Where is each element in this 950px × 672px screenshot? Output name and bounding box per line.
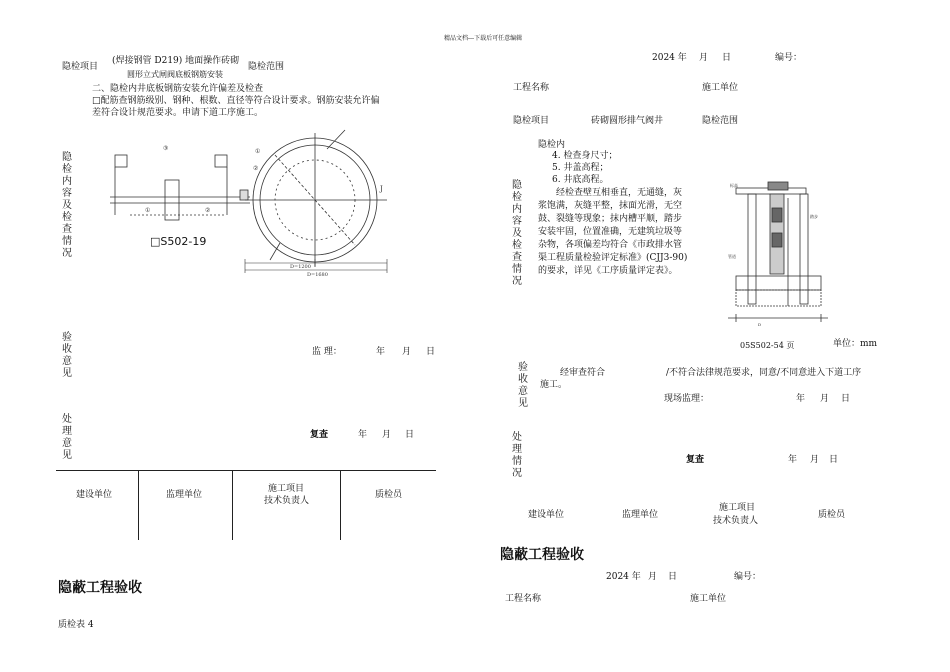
left-content-line2: □配筋查钢筋级别、钢种、根数、直径等符合设计要求。钢筋安装允许偏 — [92, 96, 380, 106]
right-construction-unit-label: 施工单位 — [702, 83, 739, 93]
left-sign-divider-2 — [232, 470, 233, 540]
left-supervisor-label: 监 理： — [312, 347, 342, 357]
right-content-paragraph: 经检查壁互相垂直，无通缝，灰浆饱满，灰缝平整，抹面光滑，无空鼓、裂缝等现象；抹内槽平顺，踏步安装牢固，位置准确，无建筑垃圾等杂物，各项偏差均符合《市政排水管渠工程质量检验评定标准》(CJJ3-90)的要求，详见《工序质量评定表》。 — [538, 188, 688, 276]
left-drawing-code: □S502-19 — [150, 235, 207, 248]
svg-text:管道: 管道 — [728, 254, 736, 259]
right-accept-text-2: /不符合法律规范要求，同意/不同意进入下道工序 — [666, 368, 862, 378]
right-sign-supervise-unit: 监理单位 — [622, 510, 659, 520]
right-recheck-label: 复查 — [686, 455, 705, 465]
right-side-accept-label: 验收意见 — [518, 362, 528, 409]
left-recheck-month: 月 — [382, 430, 392, 440]
right-recheck-day: 日 — [829, 455, 839, 465]
right-content-item-5: 5. 井盖高程； — [552, 163, 609, 173]
right-unit-label: 单位：mm — [833, 339, 878, 349]
right-side-content-label: 隐检内容及检查情况 — [512, 180, 522, 287]
right-sign-tech-lead: 技术负责人 — [713, 516, 759, 526]
svg-text:①: ① — [255, 148, 261, 155]
left-recheck-year: 年 — [358, 430, 368, 440]
right-sign-qc: 质检员 — [818, 510, 846, 520]
left-form-no: 质检表 4 — [58, 620, 94, 630]
svg-text:②: ② — [205, 207, 211, 214]
left-sign-tech-lead: 技术负责人 — [264, 496, 310, 506]
left-side-accept-label: 验收意见 — [62, 332, 72, 379]
left-inspect-range-label: 隐检范围 — [248, 62, 285, 72]
svg-text:D=1680: D=1680 — [307, 272, 328, 278]
right-side-handle-label: 处理情况 — [512, 432, 522, 479]
left-sign-divider-3 — [340, 470, 341, 540]
right-drawing-code: 05S502-54 页 — [740, 341, 795, 350]
right-site-supervisor-label: 现场监理： — [664, 394, 710, 404]
left-sign-supervise-unit: 监理单位 — [166, 490, 203, 500]
section-view — [110, 145, 250, 220]
right-recheck-month: 月 — [810, 455, 820, 465]
left-side-content-label: 隐检内容及检查情况 — [62, 152, 72, 259]
right-inspect-range-label: 隐检范围 — [702, 116, 739, 126]
left-recheck-day: 日 — [405, 430, 415, 440]
left-recheck-label: 复查 — [310, 430, 329, 440]
left-inspect-item-label: 隐检项目 — [62, 62, 99, 72]
right-content-item-4: 4. 检查身尺寸； — [552, 151, 618, 161]
right-accept-day: 日 — [841, 394, 851, 404]
right-sign-project: 施工项目 — [719, 503, 756, 513]
svg-text:D=1200: D=1200 — [290, 264, 311, 270]
left-bottom-title: 隐蔽工程验收 — [58, 580, 142, 596]
svg-text:D: D — [758, 322, 762, 327]
left-inspect-item-value-2: 圆形立式闸阀底板钢筋安装 — [127, 70, 223, 79]
right-bottom-project: 工程名称 — [505, 594, 542, 604]
svg-text:J: J — [380, 185, 383, 193]
right-bottom-number: 编号： — [734, 572, 762, 582]
left-content-line3: 差符合设计规范要求。申请下道工序施工。 — [92, 108, 264, 118]
right-recheck-year: 年 — [788, 455, 798, 465]
well-section — [728, 182, 828, 327]
right-content-item-6: 6. 井底高程。 — [552, 175, 609, 185]
left-date-day: 日 — [426, 347, 436, 357]
svg-text:③: ③ — [163, 145, 169, 152]
right-date-year: 2024 年 — [652, 53, 687, 63]
right-content-head: 隐检内 — [538, 140, 566, 150]
right-date-month: 月 — [699, 53, 709, 63]
plan-view — [245, 130, 387, 267]
right-accept-text-3: 施工。 — [540, 380, 568, 390]
svg-text:②: ② — [253, 165, 259, 172]
left-sign-qc: 质检员 — [375, 490, 403, 500]
right-accept-month: 月 — [820, 394, 830, 404]
svg-text:①: ① — [145, 207, 151, 214]
left-sign-divider-1 — [138, 470, 139, 540]
right-project-name-label: 工程名称 — [513, 83, 550, 93]
right-sign-build-unit: 建设单位 — [528, 510, 565, 520]
left-rebar-drawing — [105, 125, 415, 285]
header-watermark: 精品文档---下载后可任意编辑 — [444, 35, 523, 42]
right-well-drawing — [728, 178, 838, 328]
right-bottom-date-month: 月 — [648, 572, 658, 582]
right-accept-year: 年 — [796, 394, 806, 404]
left-sign-project: 施工项目 — [268, 484, 305, 494]
right-inspect-item-label: 隐检项目 — [513, 116, 550, 126]
left-sign-table-top — [56, 470, 436, 471]
right-accept-text-1: 经审查符合 — [560, 368, 606, 378]
right-bottom-unit: 施工单位 — [690, 594, 727, 604]
svg-text:标高: 标高 — [730, 183, 738, 188]
svg-text:踏步: 踏步 — [810, 214, 818, 219]
right-bottom-date-year: 2024 年 — [606, 572, 641, 582]
left-content-line1: 二、隐检内井底板钢筋安装允许偏差及检查 — [92, 84, 264, 94]
right-date-day: 日 — [722, 53, 732, 63]
right-bottom-title: 隐蔽工程验收 — [500, 547, 584, 563]
right-number-label: 编号： — [775, 53, 803, 63]
right-bottom-date-day: 日 — [668, 572, 678, 582]
left-sign-build-unit: 建设单位 — [76, 490, 113, 500]
left-inspect-item-value-1: (焊接钢管 D219) 地面操作砖砌 — [112, 56, 240, 66]
left-date-year: 年 — [376, 347, 386, 357]
left-date-month: 月 — [402, 347, 412, 357]
left-side-handle-label: 处理意见 — [62, 414, 72, 461]
right-inspect-item-value: 砖砌圆形排气阀井 — [591, 116, 664, 126]
